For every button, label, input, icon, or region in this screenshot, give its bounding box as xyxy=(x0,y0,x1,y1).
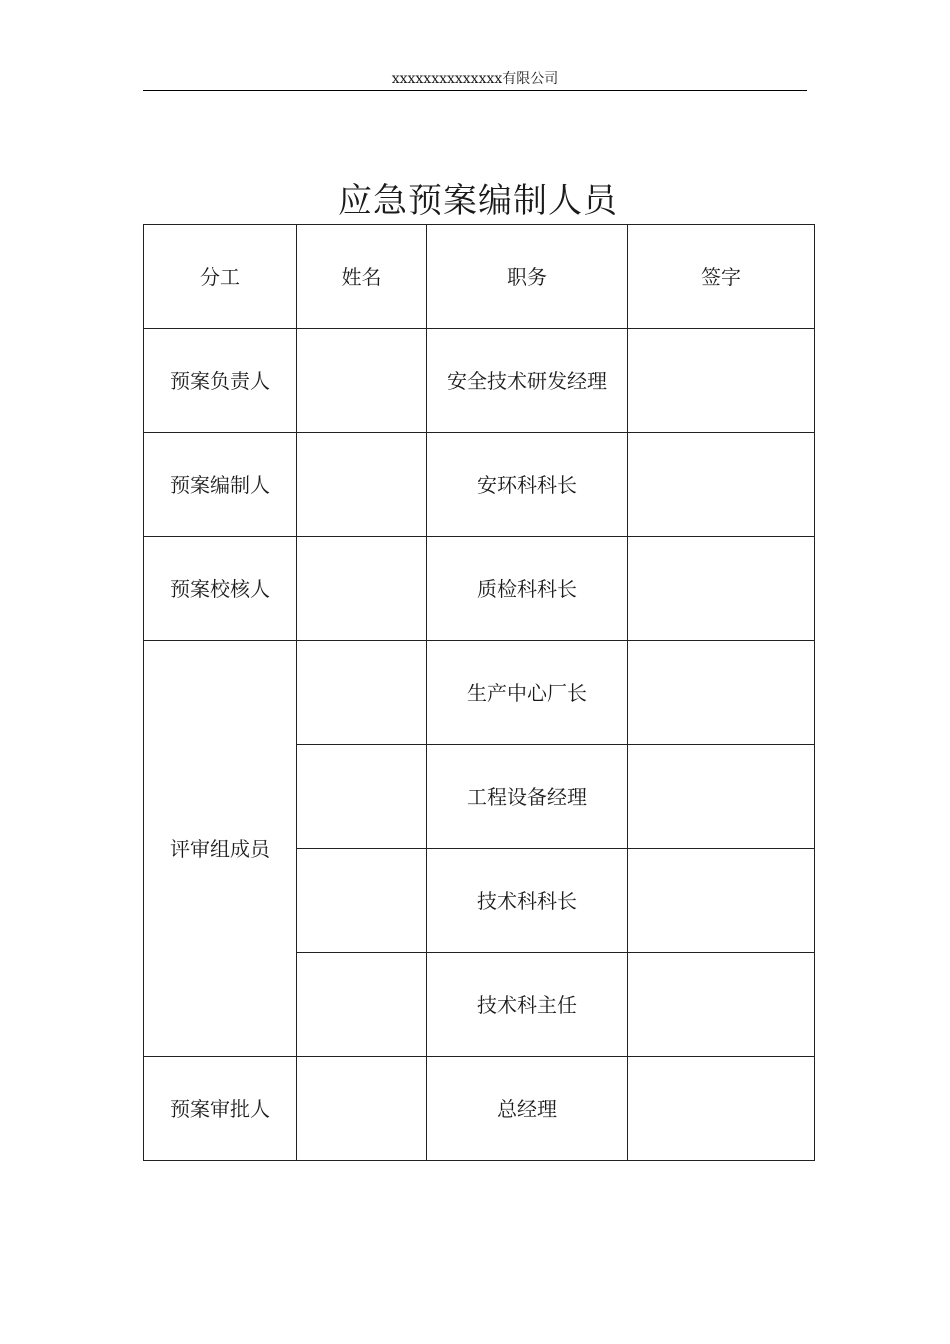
role-cell: 预案校核人 xyxy=(144,537,297,641)
staff-table xyxy=(143,224,815,1161)
table-row xyxy=(144,641,815,745)
signature-cell xyxy=(628,537,815,641)
column-header-position: 职务 xyxy=(427,225,628,329)
signature-cell xyxy=(628,1057,815,1161)
header-divider xyxy=(143,90,807,91)
position-cell: 总经理 xyxy=(427,1057,628,1161)
role-cell-review-group: 评审组成员 xyxy=(144,641,297,1057)
signature-cell xyxy=(628,953,815,1057)
column-header-name: 姓名 xyxy=(297,225,427,329)
document-title: 应急预案编制人员 xyxy=(338,181,618,221)
table-row xyxy=(144,1057,815,1161)
column-header-role: 分工 xyxy=(144,225,297,329)
position-cell: 质检科科长 xyxy=(427,537,628,641)
name-cell xyxy=(297,1057,427,1161)
column-header-signature: 签字 xyxy=(628,225,815,329)
page-header-company: xxxxxxxxxxxxxx有限公司 xyxy=(391,71,559,87)
role-cell: 预案负责人 xyxy=(144,329,297,433)
signature-cell xyxy=(628,745,815,849)
name-cell xyxy=(297,329,427,433)
name-cell xyxy=(297,641,427,745)
position-cell: 生产中心厂长 xyxy=(427,641,628,745)
table-header-row xyxy=(144,225,815,329)
name-cell xyxy=(297,433,427,537)
position-cell: 安环科科长 xyxy=(427,433,628,537)
signature-cell xyxy=(628,641,815,745)
position-cell: 安全技术研发经理 xyxy=(427,329,628,433)
role-cell: 预案审批人 xyxy=(144,1057,297,1161)
name-cell xyxy=(297,849,427,953)
role-cell: 预案编制人 xyxy=(144,433,297,537)
signature-cell xyxy=(628,329,815,433)
name-cell xyxy=(297,745,427,849)
signature-cell xyxy=(628,849,815,953)
position-cell: 工程设备经理 xyxy=(427,745,628,849)
name-cell xyxy=(297,953,427,1057)
table-row xyxy=(144,433,815,537)
position-cell: 技术科主任 xyxy=(427,953,628,1057)
table-row xyxy=(144,329,815,433)
name-cell xyxy=(297,537,427,641)
signature-cell xyxy=(628,433,815,537)
table-row xyxy=(144,537,815,641)
position-cell: 技术科科长 xyxy=(427,849,628,953)
